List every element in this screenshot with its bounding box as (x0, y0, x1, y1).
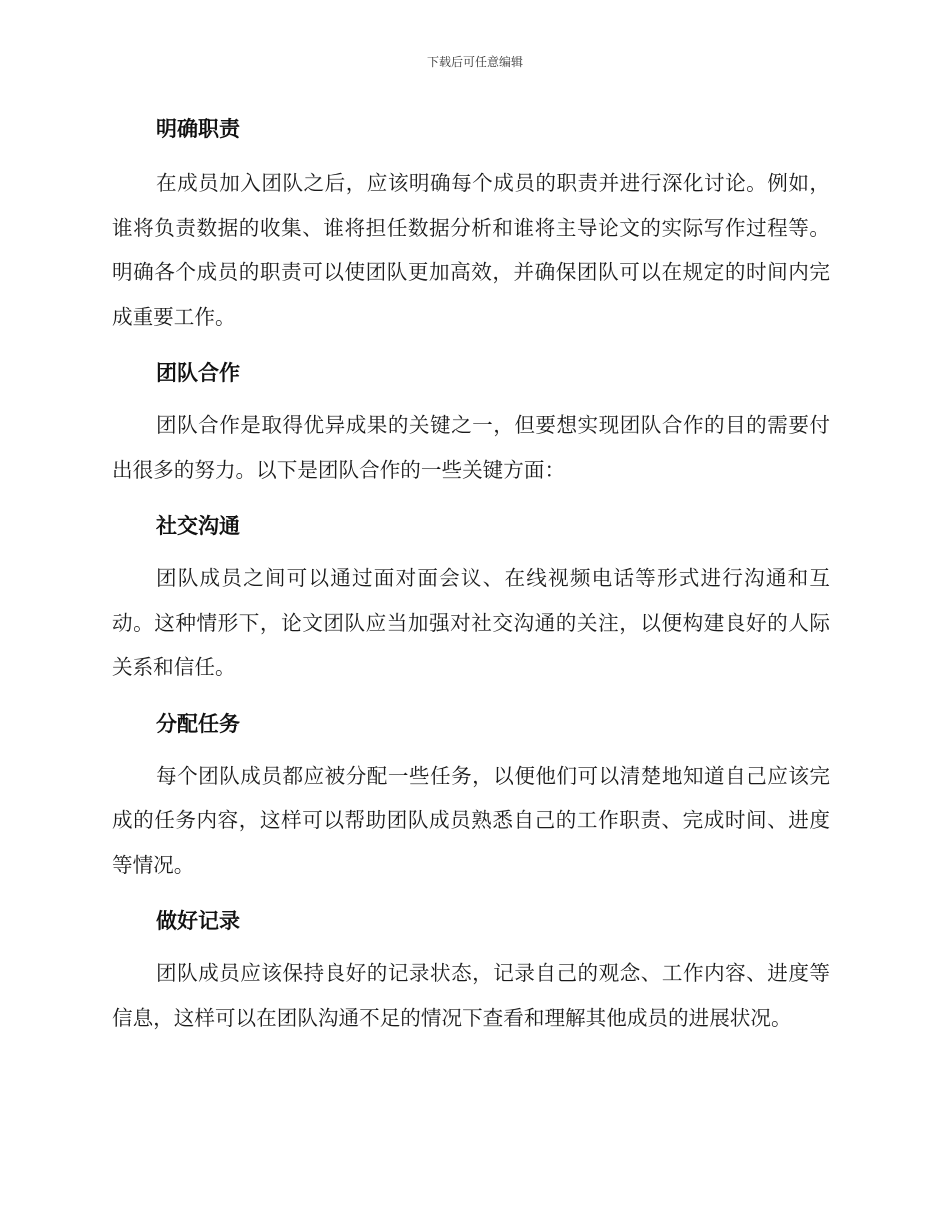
section-paragraph-teamwork: 团队合作是取得优异成果的关键之一，但要想实现团队合作的目的需要付出很多的努力。以下是团队合作的一些关键方面： (112, 413, 830, 482)
section-heading-teamwork: 团队合作 (156, 361, 240, 385)
section-paragraph-record-keeping: 团队成员应该保持良好的记录状态，记录自己的观念、工作内容、进度等信息，这样可以在团队沟通不足的情况下查看和理解其他成员的进展状况。 (112, 961, 830, 1030)
section-paragraph-communication: 团队成员之间可以通过面对面会议、在线视频电话等形式进行沟通和互动。这种情形下，论文团队应当加强对社交沟通的关注，以便构建良好的人际关系和信任。 (112, 566, 830, 679)
section-heading-record-keeping: 做好记录 (156, 909, 240, 933)
document-body (112, 112, 830, 1040)
page-header: 下载后可任意编辑 (426, 55, 523, 69)
section-paragraph-task-assignment: 每个团队成员都应被分配一些任务，以便他们可以清楚地知道自己应该完成的任务内容，这样可以帮助团队成员熟悉自己的工作职责、完成时间、进度等情况。 (112, 763, 830, 877)
section-heading-responsibilities: 明确职责 (156, 117, 240, 141)
section-heading-communication: 社交沟通 (156, 514, 240, 538)
section-paragraph-responsibilities: 在成员加入团队之后，应该明确每个成员的职责并进行深化讨论。例如，谁将负责数据的收集、谁将担任数据分析和谁将主导论文的实际写作过程等。明确各个成员的职责可以使团队更加高效，并确保团队可以在规定的时间内完成重要工作。 (112, 171, 830, 329)
section-heading-task-assignment: 分配任务 (156, 711, 240, 736)
